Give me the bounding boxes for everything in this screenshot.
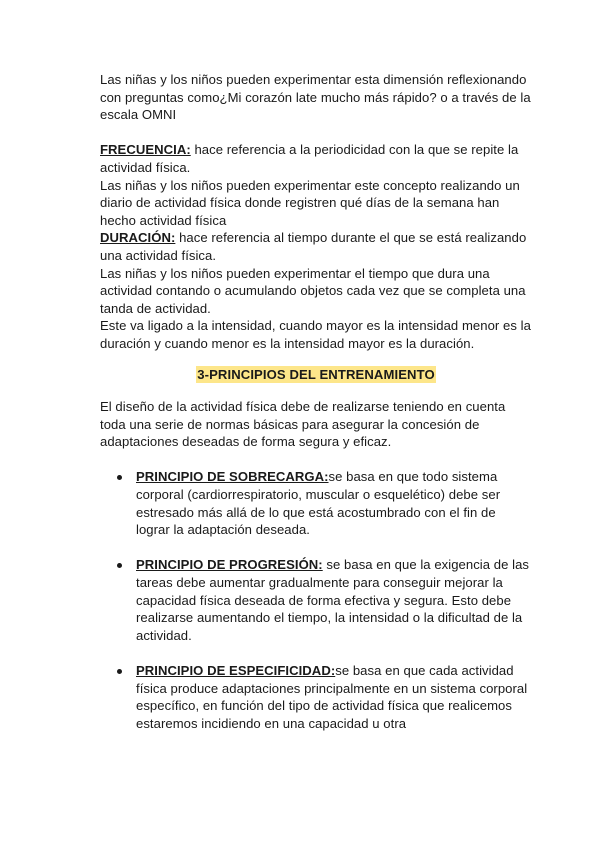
duracion-definition-text: hace referencia al tiempo durante el que se está realizando una actividad física.: [100, 230, 527, 263]
list-item-sobrecarga: [100, 468, 532, 538]
bullet-icon: [117, 563, 122, 568]
duracion-term: DURACIÓN:: [100, 230, 176, 246]
paragraph-gap: [100, 124, 532, 142]
duracion-example: Las niñas y los niños pueden experimentar el tiempo que dura una actividad contando o acumulando objetos cada vez que se completa una tanda de actividad.: [100, 265, 526, 316]
duracion-definition: [100, 229, 532, 264]
document-body: [100, 71, 532, 732]
list-item-progresion: [100, 556, 532, 644]
principle-text: se basa en que todo sistema corporal (cardiorrespiratorio, muscular o esquelético) debe ser estresado más allá de lo que está acostumbrado con el fin de lograr la adaptación deseada.: [136, 469, 501, 538]
frecuencia-term: FRECUENCIA:: [100, 142, 191, 158]
principle-term: PRINCIPIO DE SOBRECARGA:: [136, 469, 329, 485]
section-heading: 3-PRINCIPIOS DEL ENTRENAMIENTO: [197, 366, 435, 382]
frecuencia-definition: [100, 141, 532, 176]
section-heading-wrap: [100, 366, 532, 384]
principle-term: PRINCIPIO DE ESPECIFICIDAD:: [136, 663, 336, 678]
frecuencia-example: Las niñas y los niños pueden experimentar este concepto realizando un diario de actividad física donde registren qué días de la semana han hecho actividad física: [100, 177, 520, 228]
principle-text: se basa en que cada actividad física produce adaptaciones principalmente en un sistema corporal específico, en función del tipo de actividad física que realicemos estaremos incidiendo en una capacidad u otra: [136, 663, 528, 731]
principle-text: se basa en que la exigencia de las tareas debe aumentar gradualmente para conseguir mejorar la capacidad física deseada de forma efectiva y segura. Esto debe realizarse aumentando el tiempo, la intensidad o la dificultad de la actividad.: [136, 557, 530, 643]
principle-term: PRINCIPIO DE PROGRESIÓN:: [136, 557, 323, 573]
bullet-icon: [117, 669, 122, 674]
duracion-relation: Este va ligado a la intensidad, cuando mayor es la intensidad menor es la duración y cuando menor es la intensidad mayor es la duración.: [100, 318, 531, 351]
bullet-icon: [117, 475, 122, 480]
list-item-especificidad: [100, 662, 532, 732]
intro-paragraph: Las niñas y los niños pueden experimentar esta dimensión reflexionando con preguntas como¿Mi corazón late mucho más rápido? o a través de la escala OMNI: [100, 72, 531, 123]
principles-list: [100, 468, 532, 732]
frecuencia-definition-text: hace referencia a la periodicidad con la que se repite la actividad física.: [100, 142, 519, 175]
section-intro: El diseño de la actividad física debe de realizarse teniendo en cuenta toda una serie de normas básicas para asegurar la concesión de adaptaciones deseadas de forma segura y eficaz.: [100, 399, 506, 450]
